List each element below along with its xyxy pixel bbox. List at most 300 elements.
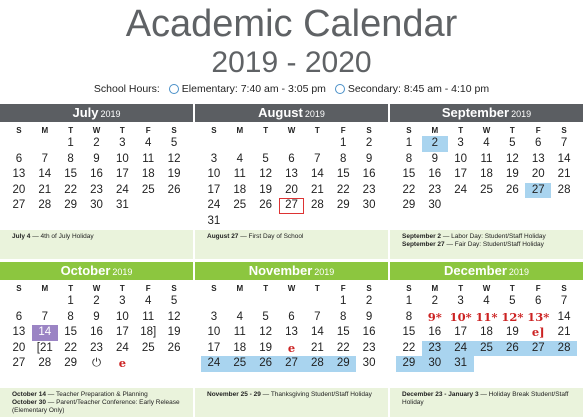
day-cell[interactable]: 7 bbox=[314, 152, 321, 165]
day-cell[interactable]: 6 bbox=[535, 137, 542, 149]
month-notes bbox=[0, 388, 193, 417]
day-cell[interactable]: 18 bbox=[233, 341, 247, 354]
note-date: September 2 bbox=[402, 233, 442, 240]
day-cell[interactable]: [21 bbox=[36, 341, 53, 354]
day-cell[interactable]: 15 bbox=[402, 168, 416, 180]
month-notes bbox=[390, 388, 583, 417]
day-cell[interactable]: 9 bbox=[93, 152, 100, 165]
day-cell[interactable]: 29 bbox=[336, 199, 350, 211]
day-cell[interactable]: 28 bbox=[551, 341, 577, 357]
day-cell[interactable]: 5 bbox=[262, 310, 269, 323]
day-cell[interactable]: 13 bbox=[285, 168, 298, 180]
weekday-label: T bbox=[119, 284, 125, 293]
note-date: August 27 bbox=[207, 233, 239, 240]
day-cell[interactable]: 2 bbox=[422, 136, 448, 152]
day-cell[interactable]: 1 bbox=[405, 295, 413, 307]
day-cell[interactable]: 8 bbox=[340, 152, 347, 165]
month-year: 2019 bbox=[100, 109, 121, 119]
day-cell[interactable]: 18 bbox=[233, 183, 247, 196]
day-cell[interactable]: 19 bbox=[259, 183, 273, 196]
day-cell bbox=[304, 136, 330, 152]
day-cell bbox=[32, 294, 58, 310]
day-cell[interactable]: 9 bbox=[365, 152, 373, 165]
weekday-label: T bbox=[263, 126, 269, 135]
day-cell bbox=[227, 294, 253, 310]
note-row bbox=[0, 391, 193, 399]
day-cell[interactable]: 8 bbox=[67, 310, 74, 323]
day-cell[interactable]: 24 bbox=[454, 183, 468, 196]
month-name: November bbox=[248, 263, 313, 278]
day-cell[interactable]: 12 bbox=[259, 326, 273, 338]
weekday-label: M bbox=[41, 126, 49, 135]
month-notes bbox=[0, 230, 193, 259]
day-cell[interactable]: 1 bbox=[340, 295, 347, 307]
day-cell[interactable]: 17 bbox=[207, 341, 221, 354]
month-notes bbox=[390, 230, 583, 259]
month-name: October bbox=[60, 263, 111, 278]
day-cell[interactable]: 15 bbox=[402, 326, 416, 338]
day-cell[interactable]: e] bbox=[531, 325, 545, 339]
day-cell[interactable]: 1 bbox=[340, 137, 347, 149]
day-cell[interactable]: 25 bbox=[141, 183, 155, 196]
weekday-label: W bbox=[482, 126, 491, 135]
day-cell[interactable]: 20 bbox=[285, 183, 298, 196]
weekday-label: S bbox=[211, 284, 217, 293]
day-cell[interactable]: 14 bbox=[32, 325, 58, 341]
day-cell[interactable]: 17 bbox=[115, 326, 129, 338]
note-row bbox=[390, 391, 583, 407]
weekday-label: M bbox=[431, 284, 439, 293]
note-text: — Holiday Break Student/Staff Holiday bbox=[402, 391, 569, 406]
day-cell[interactable]: 31 bbox=[207, 214, 221, 227]
weekday-label: S bbox=[171, 126, 177, 135]
day-cell[interactable]: 7 bbox=[41, 152, 48, 165]
day-cell[interactable]: 3 bbox=[457, 295, 464, 307]
day-cell[interactable]: 21 bbox=[557, 326, 571, 338]
day-cell[interactable]: 6 bbox=[288, 152, 295, 165]
weekday-label: S bbox=[366, 284, 372, 293]
day-cell[interactable]: 3 bbox=[210, 310, 218, 323]
day-cell[interactable]: 4 bbox=[236, 310, 243, 323]
note-row bbox=[390, 233, 583, 241]
weekday-label: T bbox=[314, 126, 320, 135]
day-cell[interactable]: 26 bbox=[259, 199, 273, 211]
day-cell[interactable]: 11 bbox=[233, 326, 246, 338]
note-text: — First Day of School bbox=[238, 233, 304, 240]
month-header bbox=[195, 262, 388, 280]
day-cell[interactable]: 6 bbox=[15, 310, 23, 323]
month-year: 2019 bbox=[314, 267, 335, 277]
note-date: December 23 - January 3 bbox=[402, 391, 479, 398]
day-cell[interactable]: 2 bbox=[365, 295, 373, 307]
day-cell[interactable]: 26 bbox=[499, 341, 525, 357]
weekday-label: F bbox=[340, 126, 346, 135]
weekday-label: S bbox=[211, 126, 217, 135]
note-row bbox=[390, 241, 583, 249]
day-cell[interactable]: 29 bbox=[64, 199, 78, 211]
day-cell[interactable]: 15 bbox=[336, 168, 350, 180]
day-grid bbox=[396, 284, 577, 372]
day-cell[interactable]: 8 bbox=[340, 310, 347, 323]
day-cell[interactable]: 28 bbox=[557, 183, 571, 196]
weekday-label: W bbox=[482, 284, 491, 293]
day-cell[interactable]: 22 bbox=[64, 183, 78, 196]
day-grid bbox=[201, 284, 382, 372]
day-cell[interactable]: 30 bbox=[362, 357, 376, 369]
month-header bbox=[0, 262, 193, 280]
day-cell[interactable]: 8 bbox=[405, 310, 413, 323]
day-cell[interactable]: 17 bbox=[454, 326, 468, 338]
weekday-label: W bbox=[92, 126, 101, 135]
day-cell[interactable]: 4 bbox=[483, 137, 490, 149]
day-cell[interactable]: 14 bbox=[38, 168, 52, 180]
day-cell[interactable]: 6 bbox=[535, 295, 542, 307]
month-july bbox=[0, 104, 193, 259]
weekday-label: T bbox=[458, 126, 464, 135]
hours-label: School Hours: bbox=[93, 83, 160, 95]
day-cell bbox=[279, 294, 305, 310]
day-cell[interactable]: 14 bbox=[310, 168, 324, 180]
elementary-hours: Elementary: 7:40 am - 3:05 pm bbox=[181, 83, 326, 95]
day-cell[interactable]: 22 bbox=[402, 341, 416, 354]
day-cell bbox=[201, 136, 227, 152]
day-cell[interactable]: 11* bbox=[475, 309, 498, 324]
day-cell[interactable]: 16 bbox=[362, 168, 376, 180]
day-cell[interactable]: 5 bbox=[509, 137, 516, 149]
day-cell[interactable]: 10* bbox=[449, 309, 472, 324]
day-cell[interactable]: 24 bbox=[201, 356, 227, 372]
day-cell[interactable]: 27 bbox=[279, 198, 305, 214]
month-year: 2019 bbox=[508, 267, 529, 277]
month-september bbox=[390, 104, 583, 259]
day-cell[interactable]: 11 bbox=[480, 152, 493, 165]
day-grid bbox=[6, 284, 187, 372]
day-cell[interactable]: 8 bbox=[67, 152, 74, 165]
day-cell[interactable]: 10 bbox=[454, 152, 468, 165]
day-cell[interactable]: 12* bbox=[501, 309, 524, 324]
day-cell[interactable]: 12 bbox=[167, 152, 181, 165]
day-cell[interactable]: 2 bbox=[431, 295, 438, 307]
month-year: 2019 bbox=[112, 267, 133, 277]
weekday-label: T bbox=[314, 284, 320, 293]
note-text: — Parent/Teacher Conference: Early Release (Elementary Only) bbox=[12, 399, 180, 414]
day-cell[interactable]: 19 bbox=[505, 326, 519, 338]
day-cell[interactable]: 5 bbox=[509, 295, 516, 307]
weekday-label: W bbox=[287, 284, 296, 293]
month-december bbox=[390, 262, 583, 417]
day-cell[interactable]: 4 bbox=[483, 295, 490, 307]
day-cell[interactable]: 18 bbox=[141, 168, 155, 180]
day-cell[interactable]: 26 bbox=[167, 183, 181, 196]
day-cell[interactable]: 29 bbox=[402, 199, 416, 211]
month-header bbox=[390, 262, 583, 280]
month-august bbox=[195, 104, 388, 259]
weekday-label: F bbox=[145, 284, 151, 293]
day-cell[interactable]: 25 bbox=[480, 183, 493, 196]
weekday-label: M bbox=[236, 126, 244, 135]
day-cell[interactable]: 6 bbox=[15, 152, 23, 165]
secondary-hours: Secondary: 8:45 am - 4:10 pm bbox=[347, 83, 490, 95]
day-grid bbox=[201, 126, 382, 229]
day-cell bbox=[279, 136, 305, 152]
day-cell[interactable]: 23 bbox=[428, 183, 442, 196]
day-cell[interactable]: 12 bbox=[167, 310, 181, 323]
day-cell[interactable]: 9* bbox=[427, 309, 442, 324]
day-cell[interactable]: 15 bbox=[64, 326, 78, 338]
day-cell[interactable]: 20 bbox=[12, 341, 26, 354]
day-cell[interactable]: 25 bbox=[227, 356, 253, 372]
day-cell[interactable]: 7 bbox=[560, 295, 568, 307]
day-cell[interactable]: 3 bbox=[210, 152, 218, 165]
day-cell[interactable]: 18 bbox=[480, 168, 493, 180]
weekday-label: T bbox=[509, 126, 515, 135]
day-cell[interactable]: 2 bbox=[93, 137, 100, 149]
day-cell[interactable]: 25 bbox=[141, 341, 155, 354]
month-header bbox=[390, 104, 583, 122]
day-cell[interactable]: 15 bbox=[64, 168, 78, 180]
day-cell[interactable]: 14 bbox=[310, 326, 324, 338]
day-cell[interactable]: 9 bbox=[365, 310, 373, 323]
day-cell[interactable]: 30 bbox=[428, 199, 442, 211]
day-cell bbox=[304, 294, 330, 310]
day-cell[interactable]: 29 bbox=[64, 357, 78, 369]
day-cell bbox=[32, 136, 58, 152]
day-cell[interactable]: 10 bbox=[207, 168, 221, 180]
day-cell[interactable]: 28 bbox=[310, 199, 324, 211]
day-cell[interactable]: 9 bbox=[93, 310, 100, 323]
day-cell[interactable]: 17 bbox=[115, 168, 129, 180]
day-cell[interactable]: 14 bbox=[557, 310, 571, 323]
day-cell[interactable]: 21 bbox=[38, 183, 52, 196]
day-cell[interactable]: 12 bbox=[505, 152, 519, 165]
day-cell[interactable]: 28 bbox=[38, 357, 52, 369]
weekday-label: F bbox=[145, 126, 151, 135]
day-cell[interactable]: 25 bbox=[233, 199, 247, 211]
day-cell[interactable]: 15 bbox=[336, 326, 350, 338]
day-cell[interactable]: 1 bbox=[67, 137, 74, 149]
note-date: November 25 - 29 bbox=[207, 391, 261, 398]
day-cell[interactable]: 7 bbox=[314, 310, 321, 323]
note-text: — Thanksgiving Student/Staff Holiday bbox=[260, 391, 372, 398]
day-cell[interactable]: 27 bbox=[12, 357, 26, 369]
day-cell[interactable]: 23 bbox=[90, 183, 103, 196]
month-name: December bbox=[444, 263, 507, 278]
note-text: — Fair Day: Student/Staff Holiday bbox=[444, 241, 544, 248]
day-cell[interactable]: 10 bbox=[115, 310, 129, 323]
day-grid bbox=[6, 126, 187, 214]
day-cell[interactable]: e bbox=[287, 340, 296, 355]
month-november bbox=[195, 262, 388, 417]
weekday-label: T bbox=[263, 284, 269, 293]
month-name: August bbox=[258, 105, 303, 120]
day-cell[interactable]: 10 bbox=[115, 152, 129, 165]
day-cell[interactable]: 12 bbox=[259, 168, 273, 180]
day-cell[interactable]: 18 bbox=[480, 326, 493, 338]
note-row bbox=[0, 399, 193, 415]
day-cell bbox=[6, 136, 32, 152]
day-cell[interactable]: 25 bbox=[474, 341, 500, 357]
day-cell[interactable]: 27 bbox=[279, 356, 305, 372]
day-cell bbox=[253, 294, 279, 310]
day-cell[interactable]: 13 bbox=[531, 152, 545, 165]
day-cell[interactable]: 23 bbox=[362, 183, 376, 196]
weekday-label: T bbox=[68, 126, 74, 135]
day-cell[interactable]: 8 bbox=[405, 152, 413, 165]
weekday-label: S bbox=[16, 126, 22, 135]
day-cell[interactable]: 16 bbox=[90, 168, 103, 180]
month-year: 2019 bbox=[511, 109, 532, 119]
day-cell[interactable]: 21 bbox=[310, 341, 324, 354]
month-year: 2019 bbox=[304, 109, 325, 119]
weekday-label: S bbox=[406, 126, 412, 135]
day-cell[interactable]: 29 bbox=[396, 356, 422, 372]
weekday-label: S bbox=[406, 284, 412, 293]
day-cell[interactable]: 21 bbox=[310, 183, 324, 196]
note-date: September 27 bbox=[402, 241, 445, 248]
school-hours bbox=[0, 82, 583, 96]
day-cell[interactable]: 17 bbox=[454, 168, 468, 180]
day-cell[interactable]: 26 bbox=[505, 183, 519, 196]
day-cell[interactable]: 30 bbox=[90, 199, 103, 211]
note-row bbox=[0, 233, 193, 241]
weekday-label: S bbox=[171, 284, 177, 293]
day-cell[interactable]: 3 bbox=[119, 137, 126, 149]
day-cell[interactable]: 27 bbox=[12, 199, 26, 211]
day-cell[interactable]: 16 bbox=[428, 326, 442, 338]
weekday-label: S bbox=[561, 126, 567, 135]
day-cell[interactable]: 27 bbox=[525, 183, 551, 199]
weekday-label: M bbox=[41, 284, 49, 293]
weekday-label: M bbox=[236, 284, 244, 293]
day-cell[interactable]: 16 bbox=[362, 326, 376, 338]
day-cell[interactable]: 23 bbox=[362, 341, 376, 354]
day-cell[interactable]: 7 bbox=[560, 137, 568, 149]
day-cell[interactable]: 28 bbox=[304, 356, 330, 372]
weekday-label: T bbox=[119, 126, 125, 135]
day-cell[interactable]: 31 bbox=[115, 199, 129, 211]
day-cell[interactable]: 5 bbox=[170, 295, 178, 307]
weekday-label: M bbox=[431, 126, 439, 135]
weekday-label: T bbox=[68, 284, 74, 293]
day-cell[interactable]: 20 bbox=[531, 168, 545, 180]
day-cell bbox=[6, 294, 32, 310]
month-header bbox=[195, 104, 388, 122]
day-cell[interactable]: 13 bbox=[12, 326, 26, 338]
day-cell[interactable]: 26 bbox=[253, 356, 279, 372]
weekday-label: W bbox=[287, 126, 296, 135]
day-cell[interactable]: 6 bbox=[288, 310, 295, 323]
month-october bbox=[0, 262, 193, 417]
day-cell[interactable]: 22 bbox=[336, 341, 350, 354]
day-cell[interactable]: 19 bbox=[505, 168, 519, 180]
weekday-label: T bbox=[509, 284, 515, 293]
day-cell[interactable]: 9 bbox=[431, 152, 438, 165]
day-cell[interactable]: 29 bbox=[330, 356, 356, 372]
weekday-label: W bbox=[92, 284, 101, 293]
day-cell[interactable]: 7 bbox=[41, 310, 48, 323]
weekday-label: S bbox=[366, 126, 372, 135]
day-cell[interactable]: ⏻ bbox=[91, 357, 102, 369]
day-cell[interactable]: 14 bbox=[557, 152, 571, 165]
day-cell[interactable]: 24 bbox=[207, 199, 221, 211]
day-cell[interactable]: 18] bbox=[140, 326, 157, 338]
day-cell[interactable]: 20 bbox=[12, 183, 26, 196]
day-cell[interactable]: 26 bbox=[167, 341, 181, 354]
day-cell[interactable]: 22 bbox=[402, 183, 416, 196]
month-notes bbox=[195, 388, 388, 417]
day-cell[interactable]: 11 bbox=[142, 310, 155, 323]
day-cell[interactable]: 5 bbox=[262, 152, 269, 165]
day-cell[interactable]: 30 bbox=[362, 199, 376, 211]
day-cell[interactable]: 13* bbox=[527, 309, 550, 324]
day-cell[interactable]: 16 bbox=[90, 326, 103, 338]
day-cell[interactable]: 19 bbox=[167, 168, 181, 180]
day-grid bbox=[396, 126, 577, 214]
day-cell[interactable]: 22 bbox=[64, 341, 78, 354]
month-notes bbox=[195, 230, 388, 259]
weekday-label: S bbox=[16, 284, 22, 293]
day-cell[interactable]: 3 bbox=[119, 295, 126, 307]
day-cell[interactable]: 3 bbox=[457, 137, 464, 149]
note-date: July 4 bbox=[12, 233, 31, 240]
day-cell[interactable]: 17 bbox=[207, 183, 221, 196]
day-cell[interactable]: 19 bbox=[259, 341, 273, 354]
month-name: July bbox=[72, 105, 99, 120]
day-cell[interactable]: 27 bbox=[525, 341, 551, 357]
day-cell bbox=[201, 294, 227, 310]
day-cell[interactable]: 19 bbox=[167, 326, 181, 338]
weekday-label: S bbox=[561, 284, 567, 293]
note-text: — Teacher Preparation & Planning bbox=[45, 391, 148, 398]
weekday-label: F bbox=[340, 284, 346, 293]
day-cell[interactable]: 1 bbox=[67, 295, 74, 307]
clock-icon bbox=[169, 84, 179, 94]
day-cell[interactable]: 23 bbox=[90, 341, 103, 354]
day-cell[interactable]: 5 bbox=[170, 137, 178, 149]
day-cell[interactable]: 23 bbox=[422, 341, 448, 357]
day-cell[interactable]: 24 bbox=[115, 183, 129, 196]
day-cell[interactable]: 28 bbox=[38, 199, 52, 211]
day-cell[interactable]: 13 bbox=[285, 326, 298, 338]
day-cell[interactable]: 4 bbox=[145, 137, 152, 149]
day-cell[interactable]: 13 bbox=[12, 168, 26, 180]
day-cell[interactable]: e bbox=[118, 356, 127, 370]
weekday-label: F bbox=[535, 126, 541, 135]
month-header bbox=[0, 104, 193, 122]
calendar-years: 2019 - 2020 bbox=[211, 46, 372, 79]
day-cell[interactable]: 2 bbox=[365, 137, 373, 149]
note-text: — Labor Day: Student/Staff Holiday bbox=[441, 233, 546, 240]
day-cell[interactable]: 4 bbox=[145, 295, 152, 307]
day-cell bbox=[227, 136, 253, 152]
day-cell[interactable]: 2 bbox=[93, 295, 100, 307]
day-cell[interactable]: 31 bbox=[448, 356, 474, 372]
day-cell[interactable]: 1 bbox=[405, 137, 413, 149]
weekday-label: F bbox=[535, 284, 541, 293]
day-cell[interactable]: 11 bbox=[142, 152, 155, 165]
day-cell[interactable]: 22 bbox=[336, 183, 350, 196]
day-cell[interactable]: 21 bbox=[557, 168, 571, 180]
day-cell[interactable]: 24 bbox=[448, 341, 474, 357]
day-cell[interactable]: 11 bbox=[233, 168, 246, 180]
day-cell[interactable]: 10 bbox=[207, 326, 221, 338]
day-cell[interactable]: 30 bbox=[422, 356, 448, 372]
day-cell[interactable]: 16 bbox=[428, 168, 442, 180]
weekday-label: T bbox=[458, 284, 464, 293]
calendar-title: Academic Calendar bbox=[125, 3, 458, 45]
day-cell[interactable]: 4 bbox=[236, 152, 243, 165]
day-cell[interactable]: 24 bbox=[115, 341, 129, 354]
